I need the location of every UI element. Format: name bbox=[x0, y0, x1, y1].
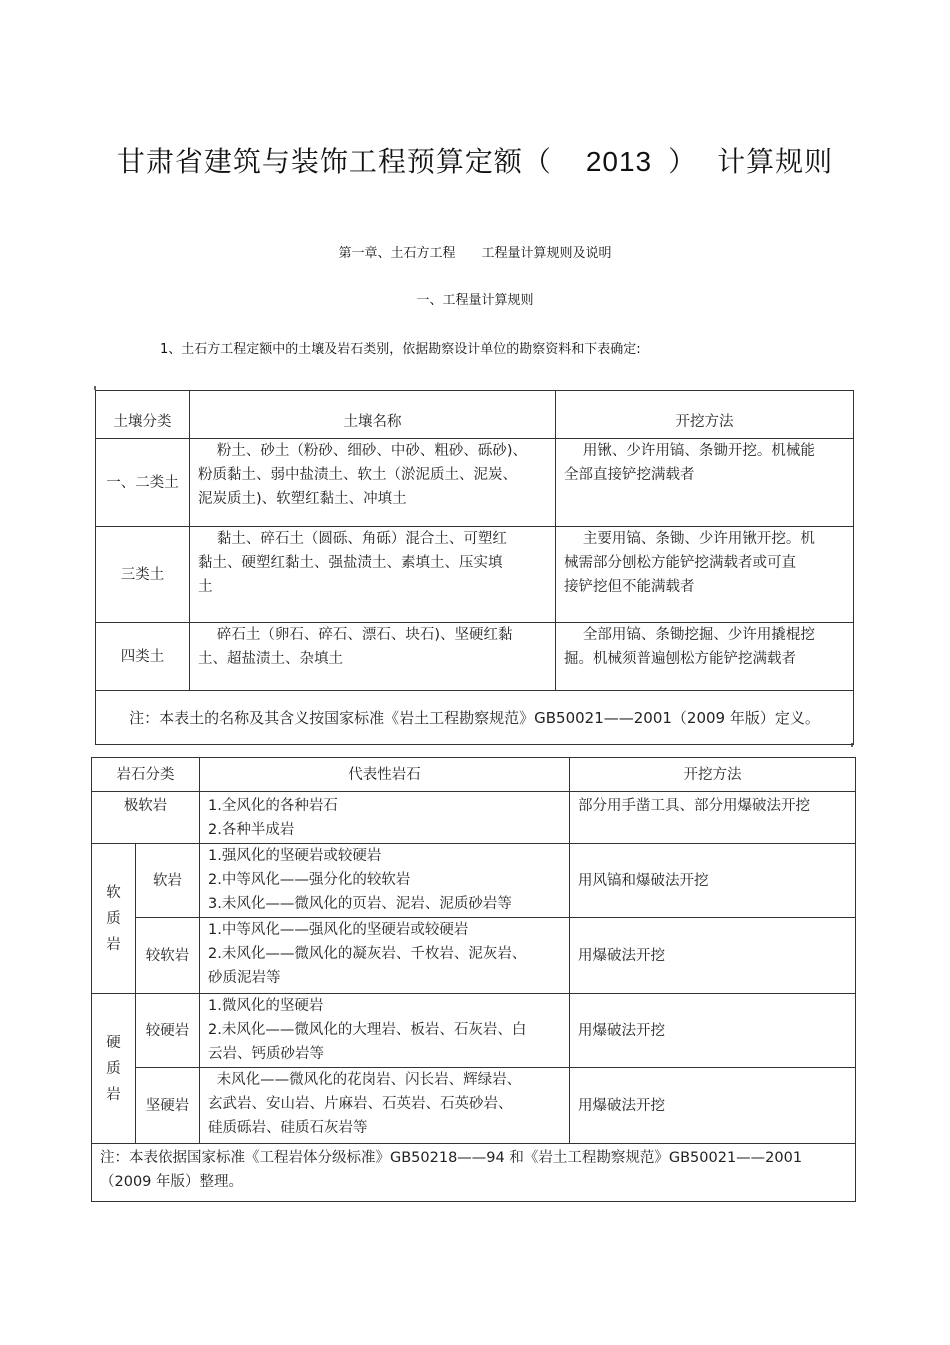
header-excavation-method: 开挖方法 bbox=[556, 391, 854, 439]
rock-list-cell: 未风化——微风化的花岗岩、闪长岩、辉绿岩、 玄武岩、安山岩、片麻岩、石英岩、石英砂岩、 硅质砾岩、硅质石灰岩等 bbox=[200, 1068, 570, 1144]
header-rock-class: 岩石分类 bbox=[92, 758, 200, 792]
rock-class-cell: 极软岩 bbox=[92, 792, 200, 844]
chapter-heading bbox=[0, 242, 950, 261]
soil-table-note: 注：本表土的名称及其含义按国家标准《岩土工程勘察规范》GB50021——2001（2009 年版）定义。 bbox=[96, 691, 854, 745]
rock-class-cell: 软岩 bbox=[136, 844, 200, 918]
rock-list-cell: 1.微风化的坚硬岩 2.未风化——微风化的大理岩、板岩、石灰岩、白 云岩、钙质砂岩等 bbox=[200, 994, 570, 1068]
method-cell: 主要用镐、条锄、少许用锹开挖。机 械需部分刨松方能铲挖满载者或可直 接铲挖但不能满载者 bbox=[556, 527, 854, 623]
table-row bbox=[92, 918, 856, 994]
header-soil-class: 土壤分类 bbox=[96, 391, 190, 439]
header-soil-name: 土壤名称 bbox=[190, 391, 556, 439]
soil-class-cell: 四类土 bbox=[96, 623, 190, 691]
table-row bbox=[96, 527, 854, 623]
table-row bbox=[92, 1068, 856, 1144]
rock-list-cell: 1.强风化的坚硬岩或较硬岩 2.中等风化——强分化的较软岩 3.未风化——微风化的页岩、泥岩、泥质砂岩等 bbox=[200, 844, 570, 918]
table-row bbox=[92, 792, 856, 844]
method-cell: 用爆破法开挖 bbox=[570, 994, 856, 1068]
chapter-left: 第一章、土石方工程 bbox=[338, 246, 456, 261]
method-cell: 用风镐和爆破法开挖 bbox=[570, 844, 856, 918]
method-cell: 部分用手凿工具、部分用爆破法开挖 bbox=[570, 792, 856, 844]
rock-class-cell: 较软岩 bbox=[136, 918, 200, 994]
soil-class-cell: 一、二类土 bbox=[96, 439, 190, 527]
chapter-right: 工程量计算规则及说明 bbox=[481, 246, 612, 261]
soil-class-cell: 三类土 bbox=[96, 527, 190, 623]
rock-table-note: 注：本表依据国家标准《工程岩体分级标准》GB50218——94 和《岩土工程勘察规范》GB50021——2001 （2009 年版）整理。 bbox=[92, 1144, 856, 1202]
table-row bbox=[96, 439, 854, 527]
title-close-paren: ） bbox=[668, 145, 698, 178]
soft-rock-group-label: 软 质 岩 bbox=[92, 844, 136, 994]
method-cell: 全部用镐、条锄挖掘、少许用撬棍挖 掘。机械须普遍刨松方能铲挖满载者 bbox=[556, 623, 854, 691]
title-main: 甘肃省建筑与装饰工程预算定额（ bbox=[116, 145, 552, 178]
soil-names-cell: 碎石土（卵石、碎石、漂石、块石)、坚硬红黏 土、超盐渍土、杂填土 bbox=[190, 623, 556, 691]
title-year: 2013 bbox=[585, 146, 653, 177]
soil-classification-table bbox=[95, 390, 854, 745]
rock-list-cell: 1.全风化的各种岩石 2.各种半成岩 bbox=[200, 792, 570, 844]
rock-class-cell: 较硬岩 bbox=[136, 994, 200, 1068]
table-row bbox=[92, 844, 856, 918]
soil-names-cell: 黏土、碎石土（圆砾、角砾）混合土、可塑红 黏土、硬塑红黏土、强盐渍土、素填土、压实填 土 bbox=[190, 527, 556, 623]
method-cell: 用爆破法开挖 bbox=[570, 918, 856, 994]
header-representative-rock: 代表性岩石 bbox=[200, 758, 570, 792]
table-row bbox=[96, 623, 854, 691]
soil-names-cell: 粉土、砂土（粉砂、细砂、中砂、粗砂、砾砂)、 粉质黏土、弱中盐渍土、软土（淤泥质土、泥炭、 泥炭质土)、软塑红黏土、冲填土 bbox=[190, 439, 556, 527]
header-excavation-method: 开挖方法 bbox=[570, 758, 856, 792]
rock-class-cell: 坚硬岩 bbox=[136, 1068, 200, 1144]
title-suffix: 计算规则 bbox=[717, 145, 834, 178]
hard-rock-group-label: 硬 质 岩 bbox=[92, 994, 136, 1144]
section-heading: 一、工程量计算规则 bbox=[416, 293, 534, 308]
rock-classification-table bbox=[91, 757, 856, 1202]
method-cell: 用锹、少许用镐、条锄开挖。机械能 全部直接铲挖满载者 bbox=[556, 439, 854, 527]
method-cell: 用爆破法开挖 bbox=[570, 1068, 856, 1144]
intro-paragraph: 1、土石方工程定额中的土壤及岩石类别，依据勘察设计单位的勘察资料和下表确定: bbox=[160, 342, 641, 357]
rock-list-cell: 1.中等风化——强风化的坚硬岩或较硬岩 2.未风化——微风化的凝灰岩、千枚岩、泥灰岩、 砂质泥岩等 bbox=[200, 918, 570, 994]
document-title bbox=[0, 140, 950, 180]
table-row bbox=[92, 994, 856, 1068]
